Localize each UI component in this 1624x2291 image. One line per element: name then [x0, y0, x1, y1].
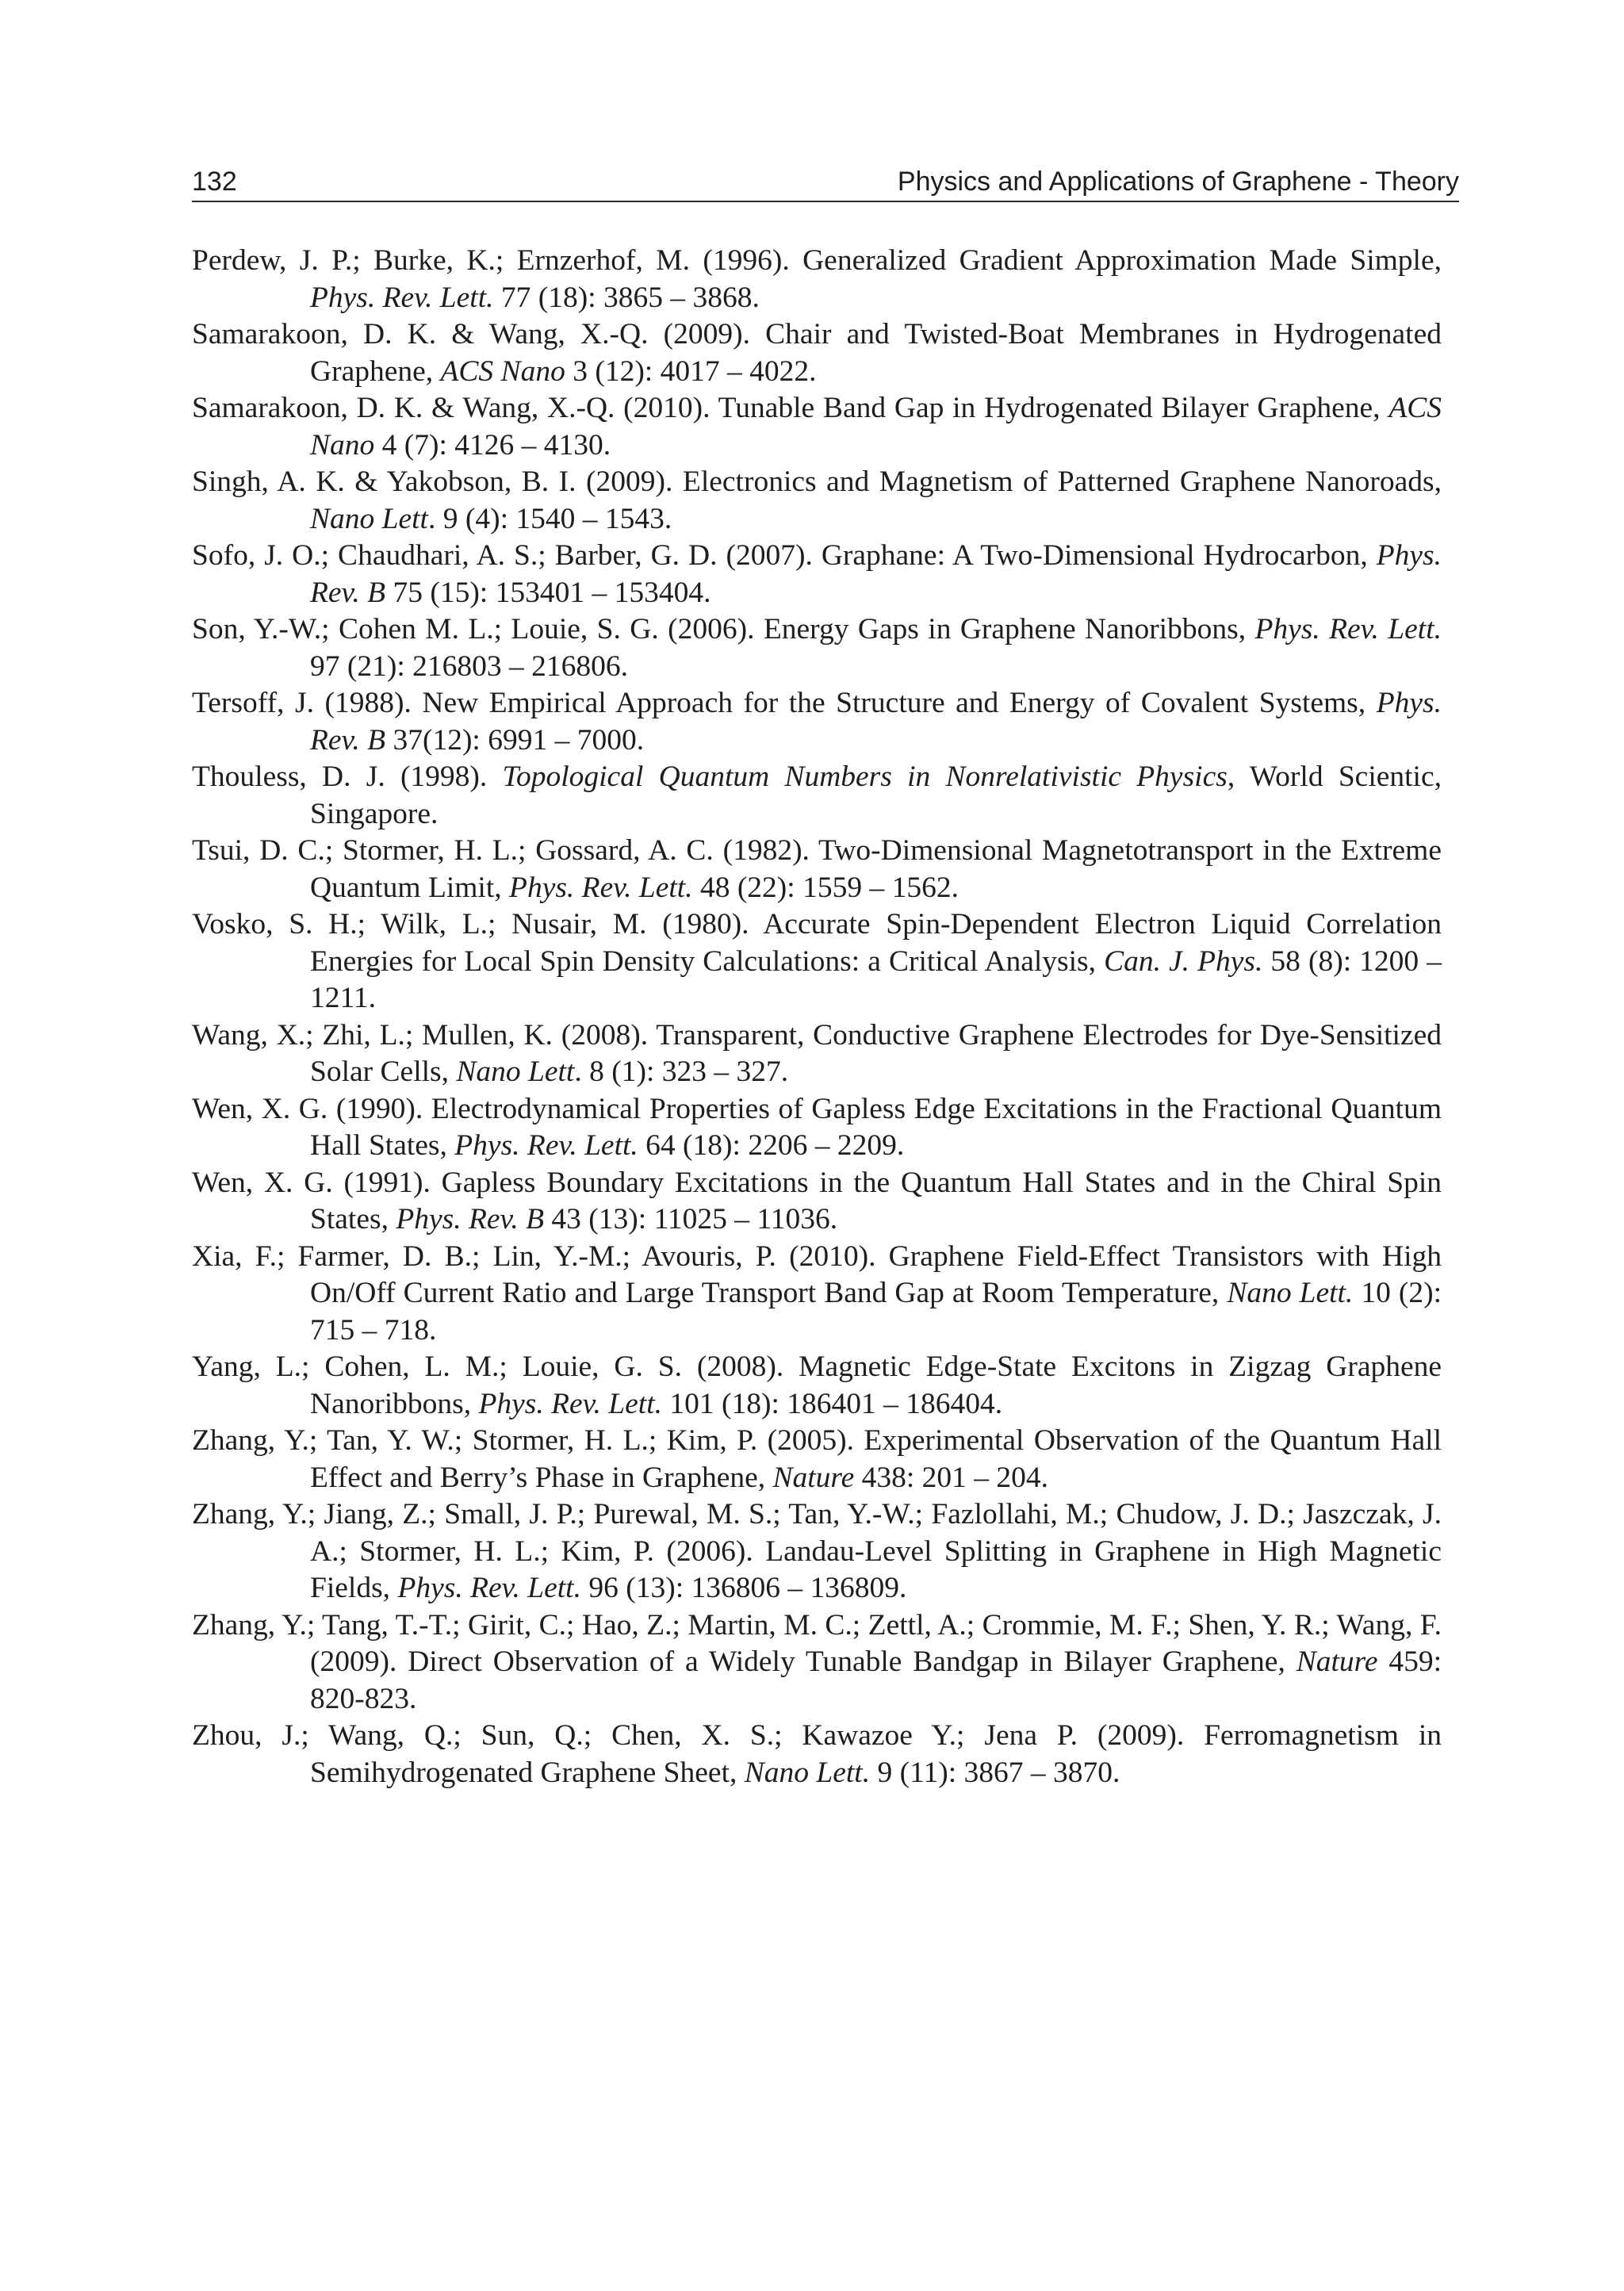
reference-text: Thouless, D. J. (1998).: [192, 760, 503, 793]
reference-text: Tersoff, J. (1988). New Empirical Approach for the Structure and Energy of Covalent Systems,: [192, 687, 1377, 719]
reference-entry: [192, 390, 1442, 464]
page-header: [192, 164, 1459, 202]
reference-entry: [192, 759, 1442, 833]
reference-entry: [192, 464, 1442, 538]
reference-entry: [192, 906, 1442, 1017]
reference-details: 75 (15): 153401 – 153404.: [385, 576, 711, 609]
reference-text: Wang, X.; Zhi, L.; Mullen, K. (2008). Transparent, Conductive Graphene Electrodes for Dye-Sensitized Solar Cells,: [192, 1018, 1442, 1088]
reference-details: 101 (18): 186401 – 186404.: [662, 1387, 1003, 1420]
reference-details: 459: 820-823.: [310, 1645, 1442, 1715]
journal-title: Nano Lett.: [1227, 1277, 1354, 1309]
reference-text: Sofo, J. O.; Chaudhari, A. S.; Barber, G. D. (2007). Graphane: A Two-Dimensional Hydrocarbon,: [192, 539, 1377, 572]
reference-details: , World Scientic, Singapore.: [310, 760, 1442, 830]
reference-entry: [192, 1239, 1442, 1350]
reference-details: 97 (21): 216803 – 216806.: [310, 649, 629, 683]
reference-text: Perdew, J. P.; Burke, K.; Ernzerhof, M. (1996). Generalized Gradient Approximation Made Simple,: [192, 244, 1442, 277]
reference-text: Wen, X. G. (1990). Electrodynamical Properties of Gapless Edge Excitations in the Fractional Quantum Hall States,: [192, 1092, 1442, 1162]
reference-details: 96 (13): 136806 – 136809.: [580, 1572, 907, 1604]
reference-details: 3 (12): 4017 – 4022.: [565, 354, 817, 388]
reference-details: 43 (13): 11025 – 11036.: [544, 1203, 838, 1236]
reference-details: 9 (11): 3867 – 3870.: [870, 1756, 1120, 1789]
journal-title: Phys. Rev. B: [396, 1203, 545, 1236]
reference-text: Zhang, Y.; Jiang, Z.; Small, J. P.; Purewal, M. S.; Tan, Y.-W.; Fazlollahi, M.; Chudow, J. D.; Jaszczak, J. A.; Stormer, H. L.; Kim, P. (2006). Landau-Level Splitting in Graphene in High Magnetic Fields,: [192, 1498, 1442, 1604]
reference-text: Son, Y.-W.; Cohen M. L.; Louie, S. G. (2006). Energy Gaps in Graphene Nanoribbons,: [192, 613, 1255, 646]
journal-title: Can. J. Phys.: [1104, 944, 1263, 978]
reference-entry: [192, 1496, 1442, 1607]
journal-title: Topological Quantum Numbers in Nonrelativistic Physics: [502, 760, 1228, 793]
reference-entry: [192, 243, 1442, 316]
reference-text: Samarakoon, D. K. & Wang, X.-Q. (2009). Chair and Twisted-Boat Membranes in Hydrogenated Graphene,: [192, 318, 1442, 388]
journal-title: Phys. Rev. B: [310, 539, 1442, 609]
reference-details: 10 (2): 715 – 718.: [310, 1277, 1442, 1347]
journal-title: ACS Nano: [310, 392, 1442, 462]
reference-details: 4 (7): 4126 – 4130.: [374, 428, 611, 462]
reference-text: Xia, F.; Farmer, D. B.; Lin, Y.-M.; Avouris, P. (2010). Graphene Field-Effect Transistors with High On/Off Current Ratio and Large Transport Band Gap at Room Temperature,: [192, 1239, 1442, 1309]
reference-entry: [192, 1349, 1442, 1423]
journal-title: ACS Nano: [440, 354, 565, 388]
reference-details: . 8 (1): 323 – 327.: [574, 1055, 789, 1088]
reference-entry: [192, 833, 1442, 906]
journal-title: Nature: [772, 1461, 855, 1494]
reference-text: Yang, L.; Cohen, L. M.; Louie, G. S. (2008). Magnetic Edge-State Excitons in Zigzag Graphene Nanoribbons,: [192, 1350, 1442, 1420]
journal-title: Phys. Rev. Lett.: [454, 1129, 638, 1162]
reference-text: Zhou, J.; Wang, Q.; Sun, Q.; Chen, X. S.; Kawazoe Y.; Jena P. (2009). Ferromagnetism in Semihydrogenated Graphene Sheet,: [192, 1719, 1442, 1789]
reference-details: . 9 (4): 1540 – 1543.: [427, 502, 672, 535]
reference-text: Wen, X. G. (1991). Gapless Boundary Excitations in the Quantum Hall States and in the Chiral Spin States,: [192, 1166, 1442, 1236]
reference-entry: [192, 1607, 1442, 1718]
reference-text: Zhang, Y.; Tang, T.-T.; Girit, C.; Hao, Z.; Martin, M. C.; Zettl, A.; Crommie, M. F.; Shen, Y. R.; Wang, F. (2009). Direct Observation of a Widely Tunable Bandgap in Bilayer Graphene,: [192, 1608, 1442, 1678]
journal-title: Nano Lett: [456, 1055, 575, 1088]
journal-title: Nano Lett: [310, 502, 428, 535]
reference-details: 64 (18): 2206 – 2209.: [638, 1129, 905, 1162]
reference-entry: [192, 538, 1442, 611]
journal-title: Phys. Rev. Lett.: [478, 1387, 663, 1420]
reference-text: Tsui, D. C.; Stormer, H. L.; Gossard, A. C. (1982). Two-Dimensional Magnetotransport in the Extreme Quantum Limit,: [192, 834, 1442, 904]
reference-entry: [192, 1423, 1442, 1496]
reference-entry: [192, 1017, 1442, 1091]
reference-entry: [192, 316, 1442, 390]
journal-title: Nature: [1296, 1645, 1378, 1678]
reference-text: Vosko, S. H.; Wilk, L.; Nusair, M. (1980). Accurate Spin-Dependent Electron Liquid Correlation Energies for Local Spin Density Calculations: a Critical Analysis,: [192, 908, 1442, 978]
reference-list: [192, 243, 1442, 1791]
reference-entry: [192, 1718, 1442, 1791]
reference-details: 37(12): 6991 – 7000.: [385, 723, 645, 757]
reference-text: Samarakoon, D. K. & Wang, X.-Q. (2010). Tunable Band Gap in Hydrogenated Bilayer Graphene,: [192, 392, 1389, 424]
reference-details: 77 (18): 3865 – 3868.: [493, 281, 760, 314]
page-number: 132: [192, 167, 237, 197]
reference-entry: [192, 611, 1442, 685]
journal-title: Phys. Rev. Lett.: [310, 281, 494, 314]
journal-title: Phys. Rev. Lett.: [397, 1572, 581, 1604]
running-title: Physics and Applications of Graphene - Theory: [897, 167, 1459, 197]
reference-entry: [192, 1165, 1442, 1239]
journal-title: Phys. Rev. Lett.: [1254, 613, 1442, 646]
journal-title: Phys. Rev. Lett.: [509, 871, 693, 904]
journal-title: Nano Lett.: [744, 1756, 871, 1789]
reference-text: Zhang, Y.; Tan, Y. W.; Stormer, H. L.; Kim, P. (2005). Experimental Observation of the Quantum Hall Effect and Berry’s Phase in Graphene,: [192, 1424, 1442, 1494]
reference-details: 48 (22): 1559 – 1562.: [692, 871, 959, 904]
reference-details: 438: 201 – 204.: [854, 1461, 1049, 1494]
reference-details: 58 (8): 1200 – 1211.: [310, 944, 1442, 1014]
reference-entry: [192, 1091, 1442, 1165]
reference-text: Singh, A. K. & Yakobson, B. I. (2009). Electronics and Magnetism of Patterned Graphene Nanoroads,: [192, 465, 1442, 498]
journal-title: Phys. Rev. B: [310, 687, 1442, 757]
reference-entry: [192, 685, 1442, 759]
